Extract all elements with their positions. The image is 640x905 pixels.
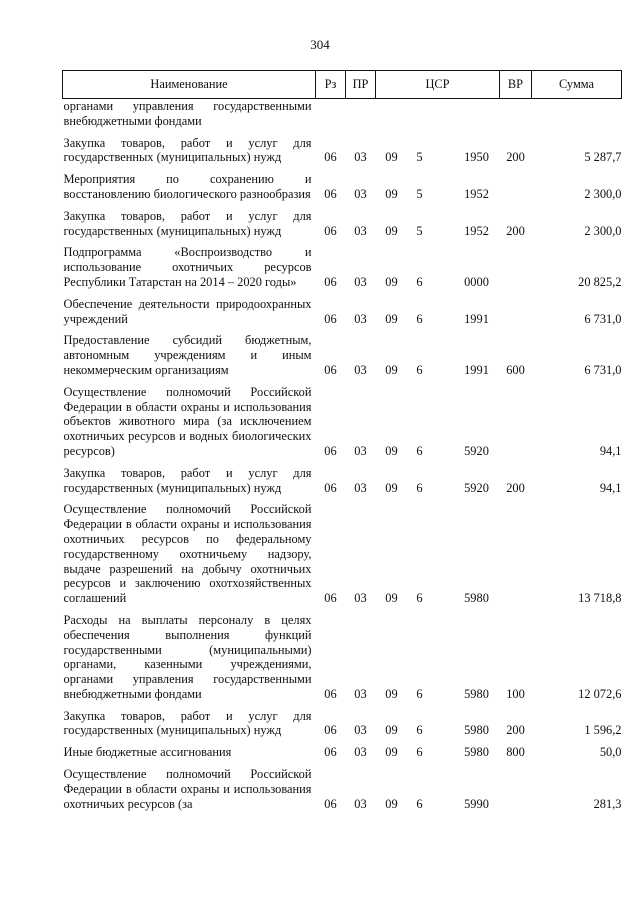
row-rz: 06	[324, 591, 337, 606]
page-number: 304	[310, 37, 330, 52]
csr-direction: 5980	[464, 745, 489, 760]
csr-program: 09	[385, 723, 398, 738]
row-csr	[376, 99, 500, 129]
csr-gap	[437, 150, 451, 165]
row-vr: 800	[506, 745, 525, 760]
row-vr: 200	[506, 150, 525, 165]
row-csr	[376, 245, 500, 289]
table-row	[63, 172, 622, 202]
table-row	[63, 709, 622, 739]
row-pr: 03	[354, 480, 367, 495]
row-name: Иные бюджетные ассигнования	[63, 745, 232, 760]
csr-gap	[437, 224, 451, 239]
row-pr: 03	[354, 223, 367, 238]
row-rz: 06	[324, 796, 337, 811]
csr-gap	[437, 745, 451, 760]
csr-gap	[437, 275, 451, 290]
row-rz: 06	[324, 723, 337, 738]
row-vr	[500, 245, 532, 289]
csr-program: 09	[385, 311, 398, 326]
row-csr	[376, 502, 500, 606]
row-sum: 6 731,0	[584, 362, 622, 377]
csr-subprogram: 6	[416, 745, 423, 760]
csr-subprogram: 6	[416, 311, 423, 326]
header-rz: Рз	[316, 71, 346, 99]
row-vr	[500, 172, 532, 202]
row-rz: 06	[324, 223, 337, 238]
row-rz: 06	[324, 686, 337, 701]
header-csr: ЦСР	[376, 71, 500, 99]
row-vr: 100	[506, 686, 525, 701]
table-row	[63, 136, 622, 166]
row-name: Обеспечение деятельности природоохранных учреждений	[63, 296, 312, 326]
csr-direction: 1991	[464, 362, 489, 377]
header-name: Наименование	[63, 71, 316, 99]
row-sum: 12 072,6	[578, 686, 622, 701]
row-sum: 94,1	[599, 480, 622, 495]
table-row	[63, 466, 622, 496]
row-name: Подпрограмма «Воспроизводство и использование охотничьих ресурсов Республики Татарстан на 2014 – 2020 годы»	[63, 245, 312, 289]
row-vr: 200	[506, 223, 525, 238]
csr-subprogram: 6	[416, 443, 423, 458]
row-sum: 2 300,0	[584, 186, 622, 201]
table-row	[63, 385, 622, 459]
csr-program: 09	[385, 362, 398, 377]
csr-program: 09	[385, 796, 398, 811]
row-rz: 06	[324, 480, 337, 495]
table-row	[63, 333, 622, 377]
row-rz: 06	[324, 745, 337, 760]
row-pr: 03	[354, 796, 367, 811]
row-csr	[376, 297, 500, 327]
row-csr	[376, 333, 500, 377]
table-row	[63, 613, 622, 702]
row-spacer	[63, 760, 622, 767]
row-csr	[376, 466, 500, 496]
csr-program: 09	[385, 274, 398, 289]
csr-gap	[437, 312, 451, 327]
row-rz: 06	[324, 274, 337, 289]
row-spacer	[63, 290, 622, 297]
row-sum: 6 731,0	[584, 311, 622, 326]
csr-program: 09	[385, 686, 398, 701]
row-vr: 200	[506, 723, 525, 738]
row-sum: 20 825,2	[578, 274, 622, 289]
row-name: Закупка товаров, работ и услуг для государственных (муниципальных) нужд	[63, 465, 312, 495]
row-sum: 50,0	[599, 745, 622, 760]
row-spacer	[63, 326, 622, 333]
row-rz: 06	[324, 362, 337, 377]
table-row	[63, 209, 622, 239]
row-spacer	[63, 606, 622, 613]
csr-direction: 5990	[464, 796, 489, 811]
csr-direction: 5920	[464, 443, 489, 458]
csr-program: 09	[385, 480, 398, 495]
row-vr: 600	[506, 362, 525, 377]
row-csr	[376, 385, 500, 459]
row-spacer	[63, 378, 622, 385]
csr-gap	[437, 363, 451, 378]
row-csr	[376, 209, 500, 239]
row-spacer	[63, 129, 622, 136]
row-spacer	[63, 165, 622, 172]
csr-subprogram: 5	[416, 186, 423, 201]
row-spacer	[63, 459, 622, 466]
row-spacer	[63, 202, 622, 209]
row-pr: 03	[354, 686, 367, 701]
header-pr: ПР	[346, 71, 376, 99]
row-sum: 2 300,0	[584, 223, 622, 238]
row-vr	[500, 297, 532, 327]
row-pr: 03	[354, 591, 367, 606]
csr-direction: 1991	[464, 311, 489, 326]
csr-subprogram: 6	[416, 796, 423, 811]
csr-subprogram: 6	[416, 362, 423, 377]
row-pr: 03	[354, 745, 367, 760]
csr-subprogram: 5	[416, 223, 423, 238]
table-row	[63, 767, 622, 811]
csr-gap	[437, 591, 451, 606]
row-name: Закупка товаров, работ и услуг для государственных (муниципальных) нужд	[63, 708, 312, 738]
table-row	[63, 99, 622, 129]
csr-direction: 5980	[464, 686, 489, 701]
row-spacer	[63, 238, 622, 245]
csr-subprogram: 5	[416, 150, 423, 165]
row-rz: 06	[324, 443, 337, 458]
csr-subprogram: 6	[416, 723, 423, 738]
row-vr	[500, 385, 532, 459]
row-rz: 06	[324, 150, 337, 165]
table-body	[63, 99, 622, 812]
csr-gap	[437, 797, 451, 812]
row-vr	[500, 99, 532, 129]
table-row	[63, 745, 622, 760]
row-rz: 06	[324, 311, 337, 326]
row-csr	[376, 745, 500, 760]
header-sum: Сумма	[532, 71, 622, 99]
csr-program: 09	[385, 223, 398, 238]
row-name: Предоставление субсидий бюджетным, автономным учреждениям и иным некоммерческим организациям	[63, 333, 312, 377]
row-pr: 03	[354, 274, 367, 289]
table-row	[63, 245, 622, 289]
row-vr	[500, 502, 532, 606]
row-sum: 1 596,2	[584, 723, 622, 738]
row-pr: 03	[354, 723, 367, 738]
row-csr	[376, 172, 500, 202]
csr-subprogram: 6	[416, 480, 423, 495]
row-pr	[346, 99, 376, 129]
row-name: Осуществление полномочий Российской Федерации в области охраны и использования объектов животного мира (за исключением охотничьих ресурсов и водных биологических ресурсов)	[63, 384, 312, 458]
csr-subprogram: 6	[416, 274, 423, 289]
row-name: Закупка товаров, работ и услуг для государственных (муниципальных) нужд	[63, 208, 312, 238]
budget-table	[62, 70, 622, 811]
row-pr: 03	[354, 362, 367, 377]
row-name: Закупка товаров, работ и услуг для государственных (муниципальных) нужд	[63, 135, 312, 165]
table-row	[63, 297, 622, 327]
row-name: органами управления государственными внебюджетными фондами	[63, 99, 312, 128]
row-csr	[376, 767, 500, 811]
csr-gap	[437, 481, 451, 496]
row-csr	[376, 136, 500, 166]
csr-direction: 1950	[464, 150, 489, 165]
row-sum: 281,3	[593, 796, 622, 811]
csr-program: 09	[385, 745, 398, 760]
csr-program: 09	[385, 186, 398, 201]
row-spacer	[63, 738, 622, 745]
csr-subprogram: 6	[416, 591, 423, 606]
csr-subprogram: 6	[416, 686, 423, 701]
csr-direction: 0000	[464, 274, 489, 289]
csr-direction: 1952	[464, 223, 489, 238]
row-csr	[376, 613, 500, 702]
csr-direction: 5920	[464, 480, 489, 495]
row-spacer	[63, 495, 622, 502]
csr-gap	[437, 687, 451, 702]
row-sum	[532, 99, 622, 129]
csr-direction: 5980	[464, 723, 489, 738]
table-header	[63, 71, 622, 99]
row-rz: 06	[324, 186, 337, 201]
row-name: Мероприятия по сохранению и восстановлению биологического разнообразия	[63, 172, 312, 201]
row-spacer	[63, 702, 622, 709]
header-vr: ВР	[500, 71, 532, 99]
row-sum: 13 718,8	[578, 591, 622, 606]
row-csr	[376, 709, 500, 739]
table-row	[63, 502, 622, 606]
row-name: Осуществление полномочий Российской Федерации в области охраны и использования охотничьих ресурсов (за	[63, 767, 312, 811]
row-pr: 03	[354, 443, 367, 458]
row-pr: 03	[354, 311, 367, 326]
csr-gap	[437, 444, 451, 459]
row-pr: 03	[354, 150, 367, 165]
csr-program: 09	[385, 150, 398, 165]
row-sum: 5 287,7	[584, 150, 622, 165]
csr-program: 09	[385, 443, 398, 458]
row-name: Расходы на выплаты персоналу в целях обеспечения выполнения функций государственными (муниципальными) органами, казенными учреждениями, органами управления государственными внебюджетными фондами	[63, 612, 312, 701]
csr-direction: 5980	[464, 591, 489, 606]
row-vr: 200	[506, 480, 525, 495]
row-sum: 94,1	[599, 443, 622, 458]
row-rz	[316, 99, 346, 129]
csr-direction: 1952	[464, 186, 489, 201]
csr-gap	[437, 723, 451, 738]
row-vr	[500, 767, 532, 811]
row-name: Осуществление полномочий Российской Федерации в области охраны и использования охотничьих ресурсов по федеральному государственному охотничьему надзору, выдаче разрешений на добычу охотничьих ресурсов и заключению охотхозяйственных соглашений	[63, 502, 312, 606]
csr-program: 09	[385, 591, 398, 606]
row-pr: 03	[354, 186, 367, 201]
csr-gap	[437, 187, 451, 202]
